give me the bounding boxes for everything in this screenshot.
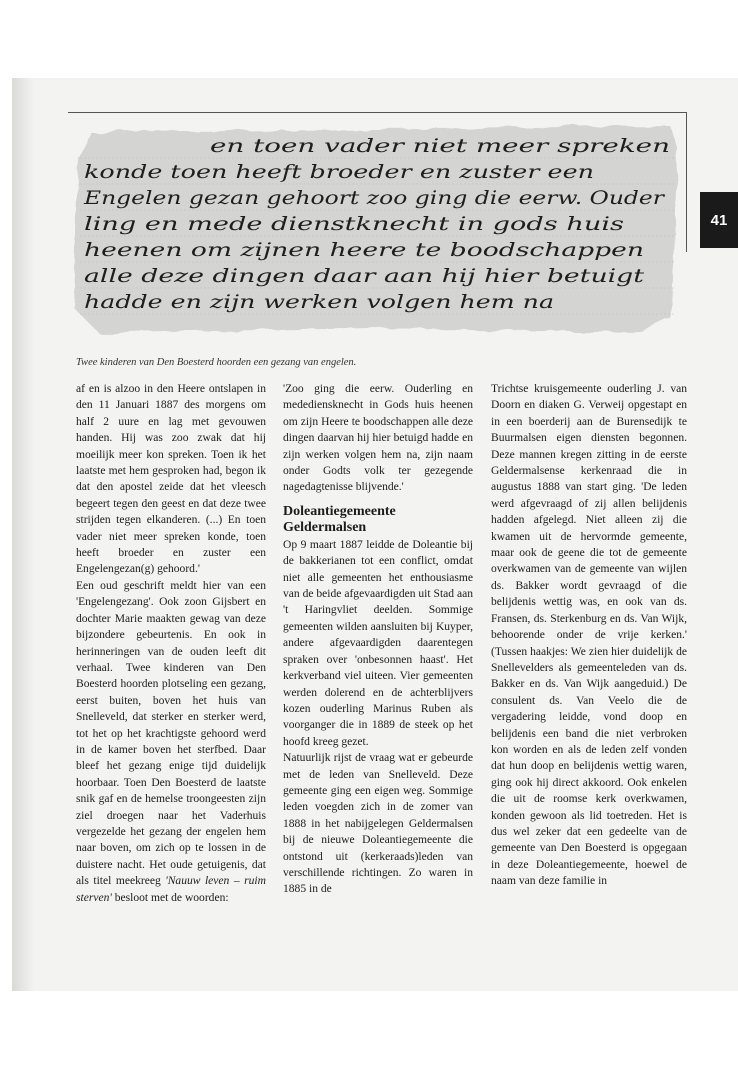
section-heading: Doleantiegemeente Geldermalsen xyxy=(283,503,396,535)
handwriting-line-7: hadde en zijn werken volgen hem na xyxy=(84,291,554,313)
handwriting-line-5: heenen om zijnen heere te boodschappen xyxy=(84,239,644,261)
handwriting-line-6: alle deze dingen daar aan hij hier betuigt xyxy=(84,265,645,287)
image-caption: Twee kinderen van Den Boesterd hoorden een gezang van engelen. xyxy=(76,357,357,368)
handwriting-line-3: Engelen gezan gehoort zoo ging die eerw. Ouder xyxy=(82,187,667,209)
text-column-3 xyxy=(491,381,687,890)
paragraph: af en is alzoo in den Heere ontslapen in den 11 Januari 1887 des morgens om half 2 uure en lag met gevouwen handen. Hij was zoo zwak dat hij moeilijk meer kon spreken. Toen ik het laatste met hem gesproken had, begon ik dat den apostel zeide dat het vleesch begeert tegen den geest en dat deze twee strijden tegen elkanderen. (...) En toen vader niet meer spreken konde, toen heeft broeder en zuster een Engelengezan(g) gehoord.' xyxy=(76,383,266,576)
paragraph xyxy=(76,578,266,906)
handwriting-line-2: konde toen heeft broeder en zuster een xyxy=(84,161,594,183)
handwritten-letter-image xyxy=(70,118,684,340)
paragraph: 'Zoo ging die eerw. Ouderling en medediensknecht in Gods huis heenen om zijn Heere te boodschappen alle deze dingen daarvan hij hier betuigd hadde en zijn werken volgen hem na, zijn naam onder Godts volk ter gezegende nagedagtenisse blijvende.' xyxy=(283,383,473,494)
paragraph: Op 9 maart 1887 leidde de Doleantie bij de bakkerianen tot een conflict, omdat niet alle gemeenten het enthousiasme van de beide afgevaardigden uit Stad aan 't Haringvliet deelden. Sommige gemeenten wilden aansluiten bij Kuyper, andere afgevaardigden daarentegen spraken over 'onbesonnen haast'. Het kerkverband viel uiteen. Vier gemeenten werden dolerend en de achterblijvers kozen ouderling Marinus Ruben als voorganger die in 1889 de steek op het hoofd kreeg gezet. xyxy=(283,538,473,748)
paragraph-text: Een oud geschrift meldt hier van een 'Engelengezang'. Ook zoon Gijsbert en dochter Marie maakten gewag van deze bijzondere gebeurtenis. En ook in herinneringen van de ouden leeft dit verhaal. Twee kinderen van Den Boesterd hoorden plotseling een gezang, eerst buiten, boven het huis van Snelleveld, dat sterker en sterker werd, tot het op het krachtigste gehoord werd in de kamer boven het sterfbed. Daar bleef het gezang enige tijd duidelijk hoorbaar. Toen Den Boesterd de laatste snik gaf en de hemelse troongeesten zijn ziel droegen naar het Vaderhuis vergezelde het gezang der engelen hem naar boven, om zich op te lossen in de duistere nacht. Het oude getuigenis, dat als titel meekreeg xyxy=(76,579,266,888)
page-number-tab xyxy=(700,192,738,248)
page-number: 41 xyxy=(710,211,728,229)
paragraph-text: besloot met de woorden: xyxy=(111,891,229,904)
text-column-2 xyxy=(283,381,473,898)
frame-line-right xyxy=(686,112,687,252)
frame-line-top xyxy=(68,112,686,113)
quoted-title: 'Nauuw leven – ruim sterven' xyxy=(76,875,266,904)
handwriting-line-4: ling en mede dienstknecht in gods huis xyxy=(84,213,625,235)
paragraph: Trichtse kruisgemeente ouderling J. van Doorn en diaken G. Verweij opgestapt en in een boerderij aan de Burensedijk te Buurmalsen eigen diensten begonnen. Deze mannen kregen zitting in de eerste Geldermalsense kerkenraad die in augustus 1888 van start ging. 'De leden werd afgevraagd of zij allen belijdenis hadden afgelegd. Niet alleen zij die kwamen uit de hervormde gemeente, maar ook de geene die tot de gemeente overkwamen van de gemeente van wijlen ds. Bakker wordt gevraagd of die belijdenis wettig was, en ook van ds. Fransen, ds. Sterkenburg en ds. Van Wijk, behoorende onder de vrije kerken.' (Tussen haakjes: We zien hier duidelijk de Snellevelders als gemeenteleden van ds. Bakker en ds. Van Wijk aangeduid.) De consulent ds. Van Veelo die de vergadering leidde, vond doop en belijdenis een band die niet verbroken kon worden en als de leden zelf vonden dat hun doop en belijdenis wettig waren, ging ook hij direct akkoord. Ook enkelen die uit de roomse kerk overkwamen, konden gewoon als lid toetreden. Het is dus wel zeker dat een gedeelte van de gemeente van Den Boesterd is opgegaan in deze Doleantiegemeente, hoewel de naam van deze familie in xyxy=(491,383,687,888)
text-column-1 xyxy=(76,381,266,906)
handwriting-line-1: en toen vader niet meer spreken xyxy=(210,135,670,157)
book-gutter xyxy=(12,78,34,991)
paragraph: Natuurlijk rijst de vraag wat er gebeurde met de leden van Snelleveld. Deze gemeente ging een eigen weg. Sommige leden voegden zich in de zomer van 1888 in het nabijgelegen Geldermalsen bij de nieuwe Doleantiegemeente die ontstond uit (kerkeraads)leden van verschillende richtingen. Zo waren in 1885 in de xyxy=(283,752,473,896)
